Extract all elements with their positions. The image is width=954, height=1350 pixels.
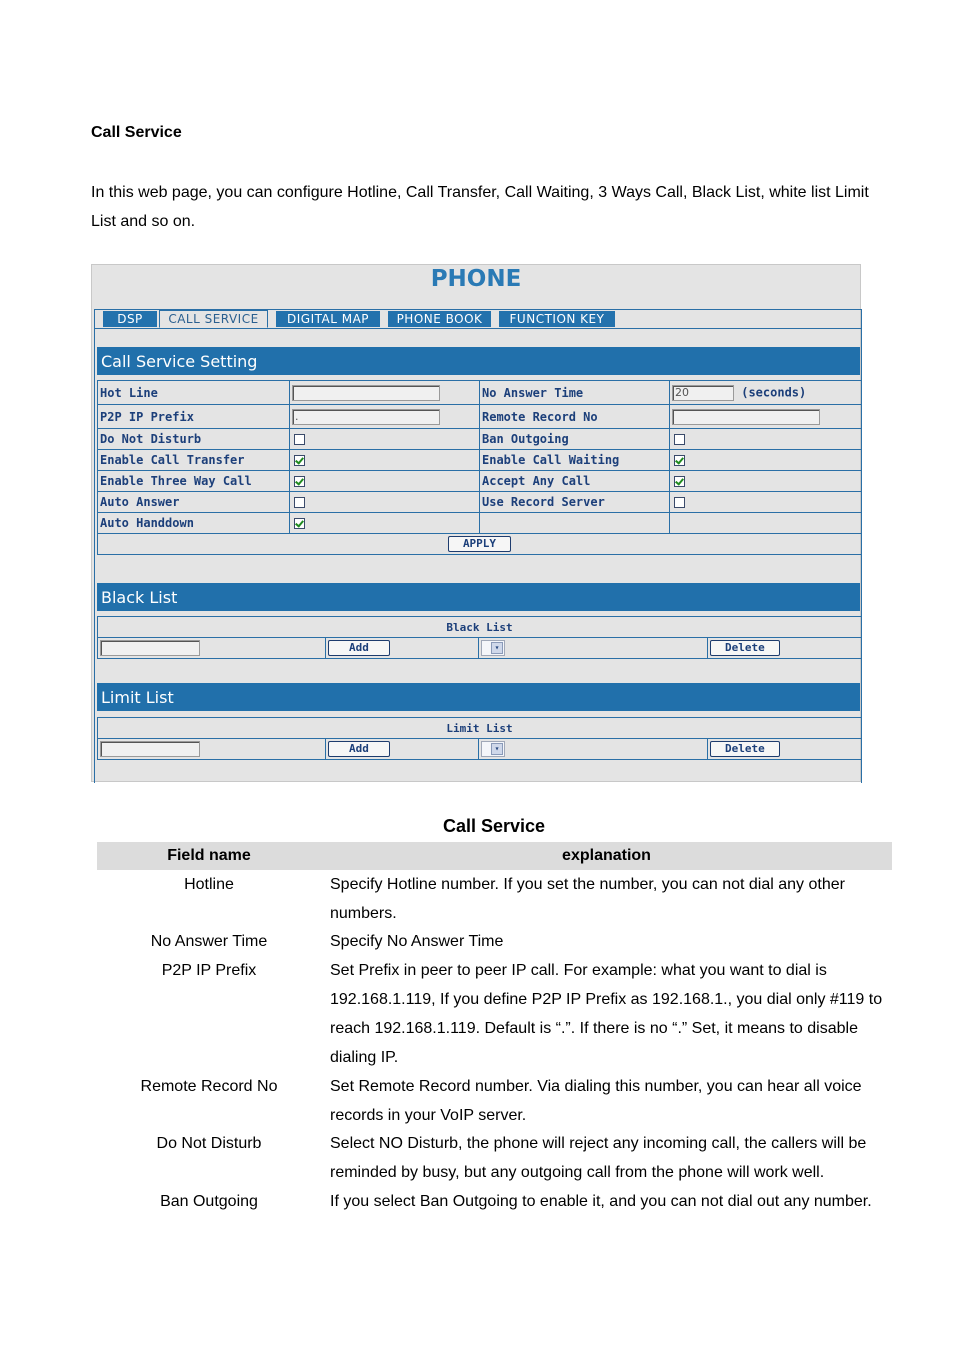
row-field: Hotline: [184, 876, 234, 893]
dnd-label: Do Not Disturb: [98, 429, 290, 450]
p2p-prefix-label: P2P IP Prefix: [98, 405, 290, 429]
row-field: No Answer Time: [150, 933, 268, 950]
limit-list-select[interactable]: [481, 741, 505, 757]
row-explanation: Set Prefix in peer to peer IP call. For example: what you want to dial is 192.168.1.119, If you define P2P IP Prefix as 192.168.1., you dial only #119 to reach 192.168.1.119. Default is “.”. If there is no “.” Set, it means to disable dialing IP.: [330, 962, 883, 1066]
remote-record-input[interactable]: [672, 409, 820, 425]
record-server-label: Use Record Server: [480, 492, 670, 513]
black-list-header: Black List: [97, 583, 860, 611]
auto-handdown-checkbox[interactable]: [294, 518, 305, 529]
row-field: Ban Outgoing: [160, 1193, 258, 1210]
col-explanation: explanation: [562, 847, 651, 864]
black-list-select[interactable]: [481, 640, 505, 656]
call-waiting-checkbox[interactable]: [674, 455, 685, 466]
tab-digital-map[interactable]: DIGITAL MAP: [276, 311, 380, 327]
record-server-checkbox[interactable]: [674, 497, 685, 508]
tab-dsp[interactable]: DSP: [103, 311, 157, 327]
limit-list-input[interactable]: [100, 741, 200, 757]
limit-list-table: [97, 717, 862, 760]
ban-outgoing-checkbox[interactable]: [674, 434, 685, 445]
hot-line-input[interactable]: [292, 385, 440, 401]
table-caption: Call Service: [442, 816, 546, 836]
row-explanation: Specify No Answer Time: [330, 933, 504, 950]
accept-any-label: Accept Any Call: [480, 471, 670, 492]
call-service-setting-header: Call Service Setting: [97, 347, 860, 375]
chevron-down-icon: ▾: [491, 642, 503, 654]
tab-bar: [95, 310, 861, 329]
row-field: Remote Record No: [140, 1078, 278, 1095]
call-transfer-label: Enable Call Transfer: [98, 450, 290, 471]
black-list-input[interactable]: [100, 640, 200, 656]
row-explanation: Specify Hotline number. If you set the number, you can not dial any other numbers.: [330, 876, 845, 922]
col-field-name: Field name: [167, 847, 251, 864]
content-area: [94, 309, 862, 783]
row-explanation: Set Remote Record number. Via dialing this number, you can hear all voice records in your VoIP server.: [330, 1078, 862, 1124]
call-service-table: [97, 380, 862, 555]
black-list-table: [97, 616, 862, 659]
black-list-delete-button[interactable]: Delete: [710, 640, 780, 656]
chevron-down-icon: ▾: [491, 743, 503, 755]
limit-list-delete-button[interactable]: Delete: [710, 741, 780, 757]
tab-function-key[interactable]: FUNCTION KEY: [499, 311, 615, 327]
tab-call-service[interactable]: CALL SERVICE: [159, 310, 268, 328]
row-explanation: Select NO Disturb, the phone will reject any incoming call, the callers will be reminded by busy, but any outgoing call from the phone will work well.: [330, 1135, 867, 1181]
limit-list-add-button[interactable]: Add: [328, 741, 390, 757]
row-field: Do Not Disturb: [156, 1135, 262, 1152]
limit-list-header: Limit List: [97, 683, 860, 711]
limit-list-column-header: Limit List: [98, 718, 862, 739]
black-list-column-header: Black List: [98, 617, 862, 638]
no-answer-label: No Answer Time: [480, 381, 670, 405]
row-explanation: If you select Ban Outgoing to enable it, and you can not dial out any number.: [330, 1193, 872, 1210]
auto-answer-checkbox[interactable]: [294, 497, 305, 508]
row-field: P2P IP Prefix: [161, 962, 257, 979]
three-way-label: Enable Three Way Call: [98, 471, 290, 492]
doc-heading: Call Service: [91, 124, 182, 141]
call-waiting-label: Enable Call Waiting: [480, 450, 670, 471]
call-transfer-checkbox[interactable]: [294, 455, 305, 466]
table-header: [97, 842, 892, 870]
hot-line-label: Hot Line: [98, 381, 290, 405]
p2p-prefix-input[interactable]: .: [292, 409, 440, 425]
black-list-add-button[interactable]: Add: [328, 640, 390, 656]
tab-phone-book[interactable]: PHONE BOOK: [388, 311, 491, 327]
three-way-checkbox[interactable]: [294, 476, 305, 487]
apply-button[interactable]: APPLY: [448, 536, 511, 552]
phone-web-screenshot: [91, 264, 861, 782]
doc-intro: In this web page, you can configure Hotline, Call Transfer, Call Waiting, 3 Ways Call, Black List, white list Limit List and so on.: [91, 184, 869, 230]
auto-answer-label: Auto Answer: [98, 492, 290, 513]
phone-title: PHONE: [430, 266, 522, 292]
remote-record-label: Remote Record No: [480, 405, 670, 429]
no-answer-input[interactable]: 20: [672, 385, 734, 401]
accept-any-checkbox[interactable]: [674, 476, 685, 487]
dnd-checkbox[interactable]: [294, 434, 305, 445]
no-answer-unit: (seconds): [741, 385, 807, 399]
auto-handdown-label: Auto Handdown: [98, 513, 290, 534]
ban-outgoing-label: Ban Outgoing: [480, 429, 670, 450]
